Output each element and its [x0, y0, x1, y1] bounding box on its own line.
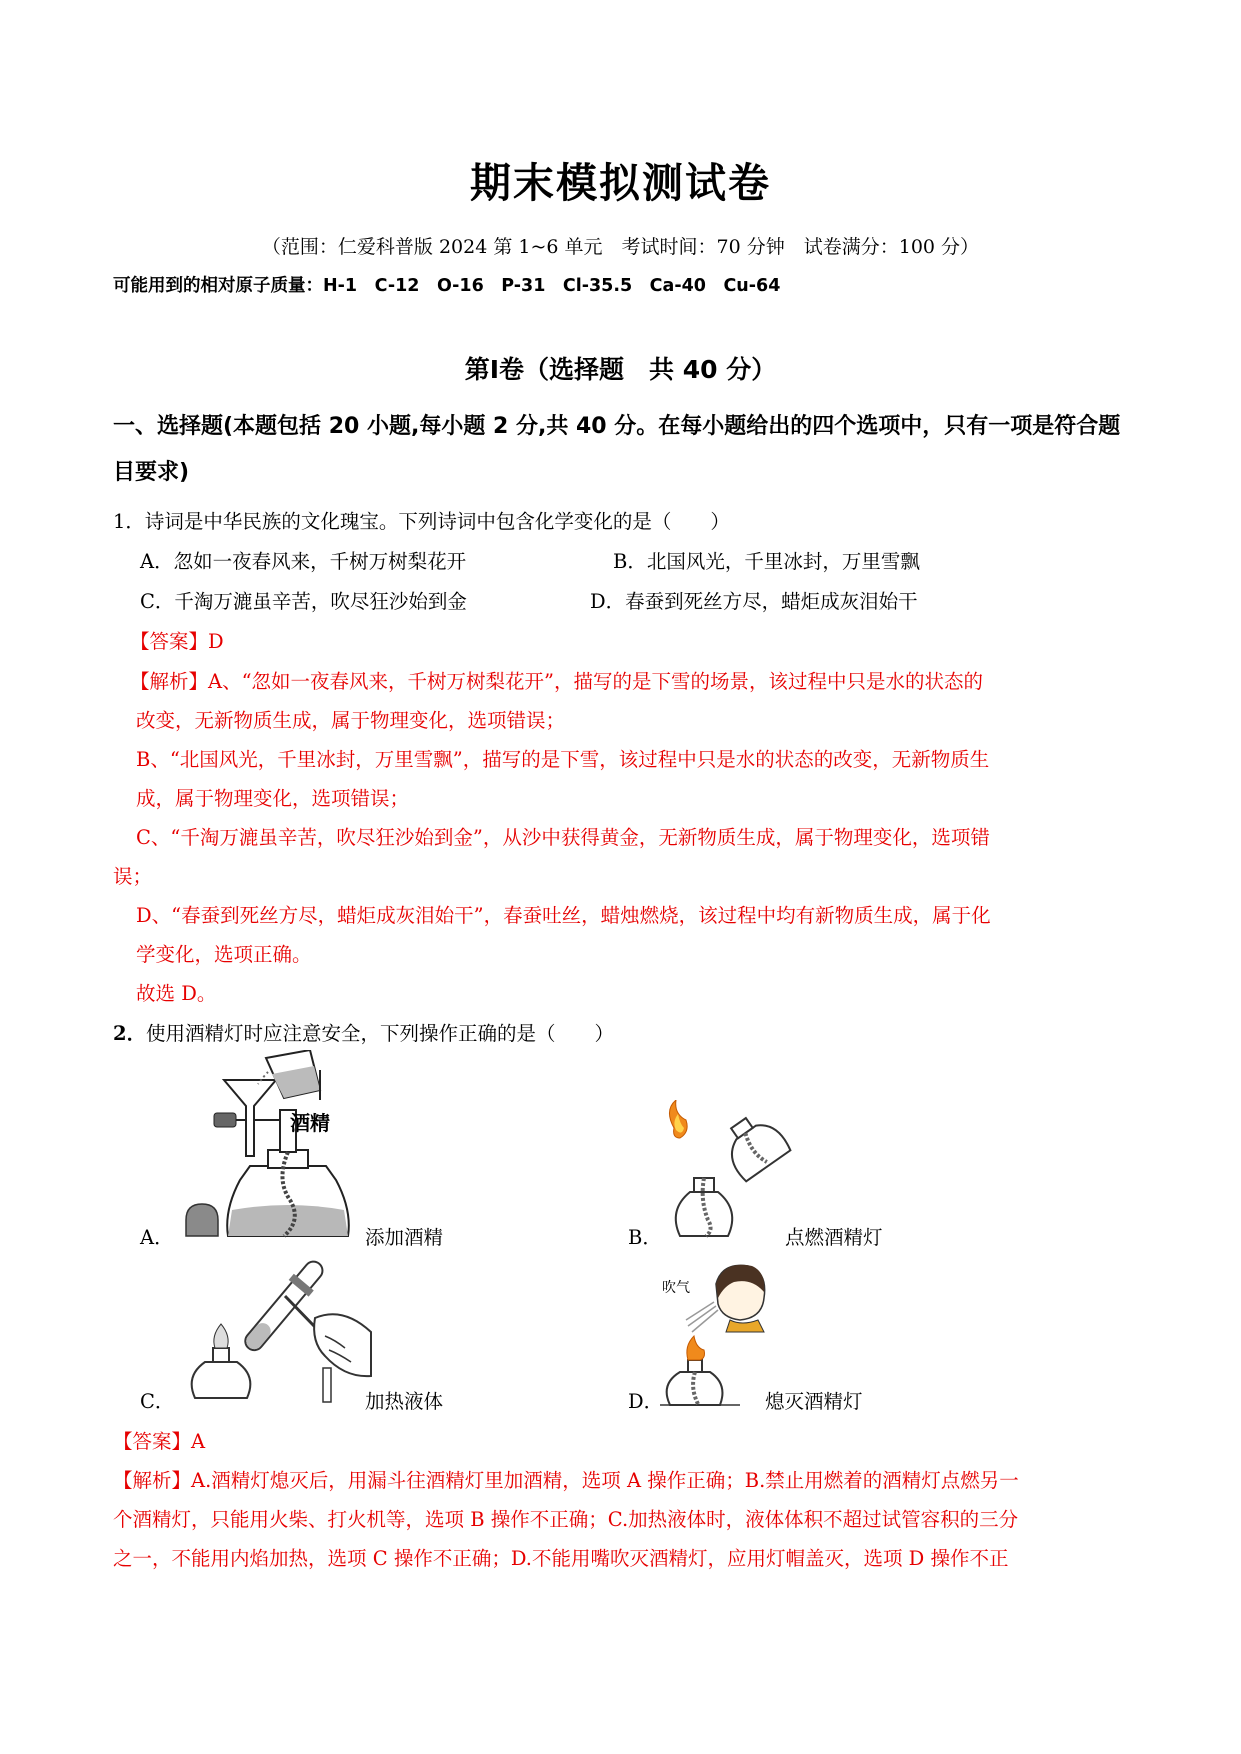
q1-option-a: A．忽如一夜春风来，千树万树梨花开 [140, 550, 467, 573]
q2-analysis-line: 个酒精灯，只能用火柴、打火机等，选项 B 操作不正确；C.加热液体时，液体体积不超过试管容积的三分 [113, 1508, 1019, 1531]
q2-analysis-line: 【解析】A.酒精灯熄灭后，用漏斗往酒精灯里加酒精，选项 A 操作正确；B.禁止用燃着的酒精灯点燃另一 [113, 1469, 1019, 1492]
q2-number: 2． [113, 1022, 147, 1045]
q1-option-d: D．春蚕到死丝方尽，蜡炬成灰泪始干 [590, 590, 918, 613]
q1-analysis-line: 成，属于物理变化，选项错误； [136, 787, 410, 810]
q2-option-b-letter: B． [628, 1226, 662, 1249]
q2-option-b-caption: 点燃酒精灯 [785, 1226, 883, 1249]
q1-analysis-line: 故选 D。 [136, 982, 217, 1005]
q1-analysis-line: 误； [113, 865, 153, 888]
blow-label: 吹气 [662, 1280, 690, 1296]
q1-analysis-line: C、“千淘万漉虽辛苦，吹尽狂沙始到金”，从沙中获得黄金，无新物质生成，属于物理变化，选项错 [136, 826, 990, 849]
page-title: 期末模拟测试卷 [470, 159, 771, 207]
q2-option-c-letter: C． [140, 1390, 175, 1413]
q1-analysis-line: 学变化，选项正确。 [136, 943, 312, 966]
q1-analysis-line: 【解析】A、“忽如一夜春风来，千树万树梨花开”，描写的是下雪的场景，该过程中只是水的状态的 [130, 670, 984, 693]
q2-option-d-caption: 熄灭酒精灯 [765, 1390, 863, 1413]
add-alcohol-illustration [180, 1050, 380, 1250]
q1-option-c: C．千淘万漉虽辛苦，吹尽狂沙始到金 [140, 590, 467, 613]
q2-option-a-caption: 添加酒精 [365, 1226, 444, 1249]
part-title: 第Ⅰ卷（选择题 共 40 分） [464, 355, 777, 384]
exam-scope: （范围：仁爱科普版 2024 第 1~6 单元 考试时间：70 分钟 试卷满分：100 分） [261, 236, 980, 258]
q2-answer: 【答案】A [113, 1430, 206, 1453]
q2-analysis-line: 之一，不能用内焰加热，选项 C 操作不正确；D.不能用嘴吹灭酒精灯，应用灯帽盖灭，选项 D 操作不正 [113, 1547, 1009, 1570]
alcohol-label: 酒精 [290, 1111, 330, 1135]
q1-analysis-line: D、“春蚕到死丝方尽，蜡炬成灰泪始干”，春蚕吐丝，蜡烛燃烧，该过程中均有新物质生成，属于化 [136, 904, 991, 927]
q1-stem: 1．诗词是中华民族的文化瑰宝。下列诗词中包含化学变化的是（ ） [113, 510, 730, 533]
blow-out-lamp-illustration [660, 1262, 770, 1407]
q1-analysis-line: B、“北国风光，千里冰封，万里雪飘”，描写的是下雪，该过程中只是水的状态的改变，无新物质生 [136, 748, 990, 771]
q2-stem: 使用酒精灯时应注意安全，下列操作正确的是（ ） [146, 1022, 615, 1045]
q1-option-b: B．北国风光，千里冰封，万里雪飘 [613, 550, 920, 573]
q1-answer: 【答案】D [130, 630, 224, 653]
q2-option-d-letter: D． [628, 1390, 664, 1413]
heat-liquid-illustration [175, 1258, 375, 1404]
q1-analysis-line: 改变，无新物质生成，属于物理变化，选项错误； [136, 709, 566, 732]
q2-option-c-caption: 加热液体 [365, 1390, 444, 1413]
section-title: 一、选择题(本题包括 20 小题,每小题 2 分,共 40 分。在每小题给出的四个选项中，只有一项是符合题目要求) [113, 414, 1121, 485]
light-lamp-illustration [660, 1100, 800, 1240]
q2-option-a-letter: A． [140, 1226, 174, 1249]
atomic-masses: 可能用到的相对原子质量：H-1 C-12 O-16 P-31 Cl-35.5 Ca-40 Cu-64 [113, 276, 781, 296]
